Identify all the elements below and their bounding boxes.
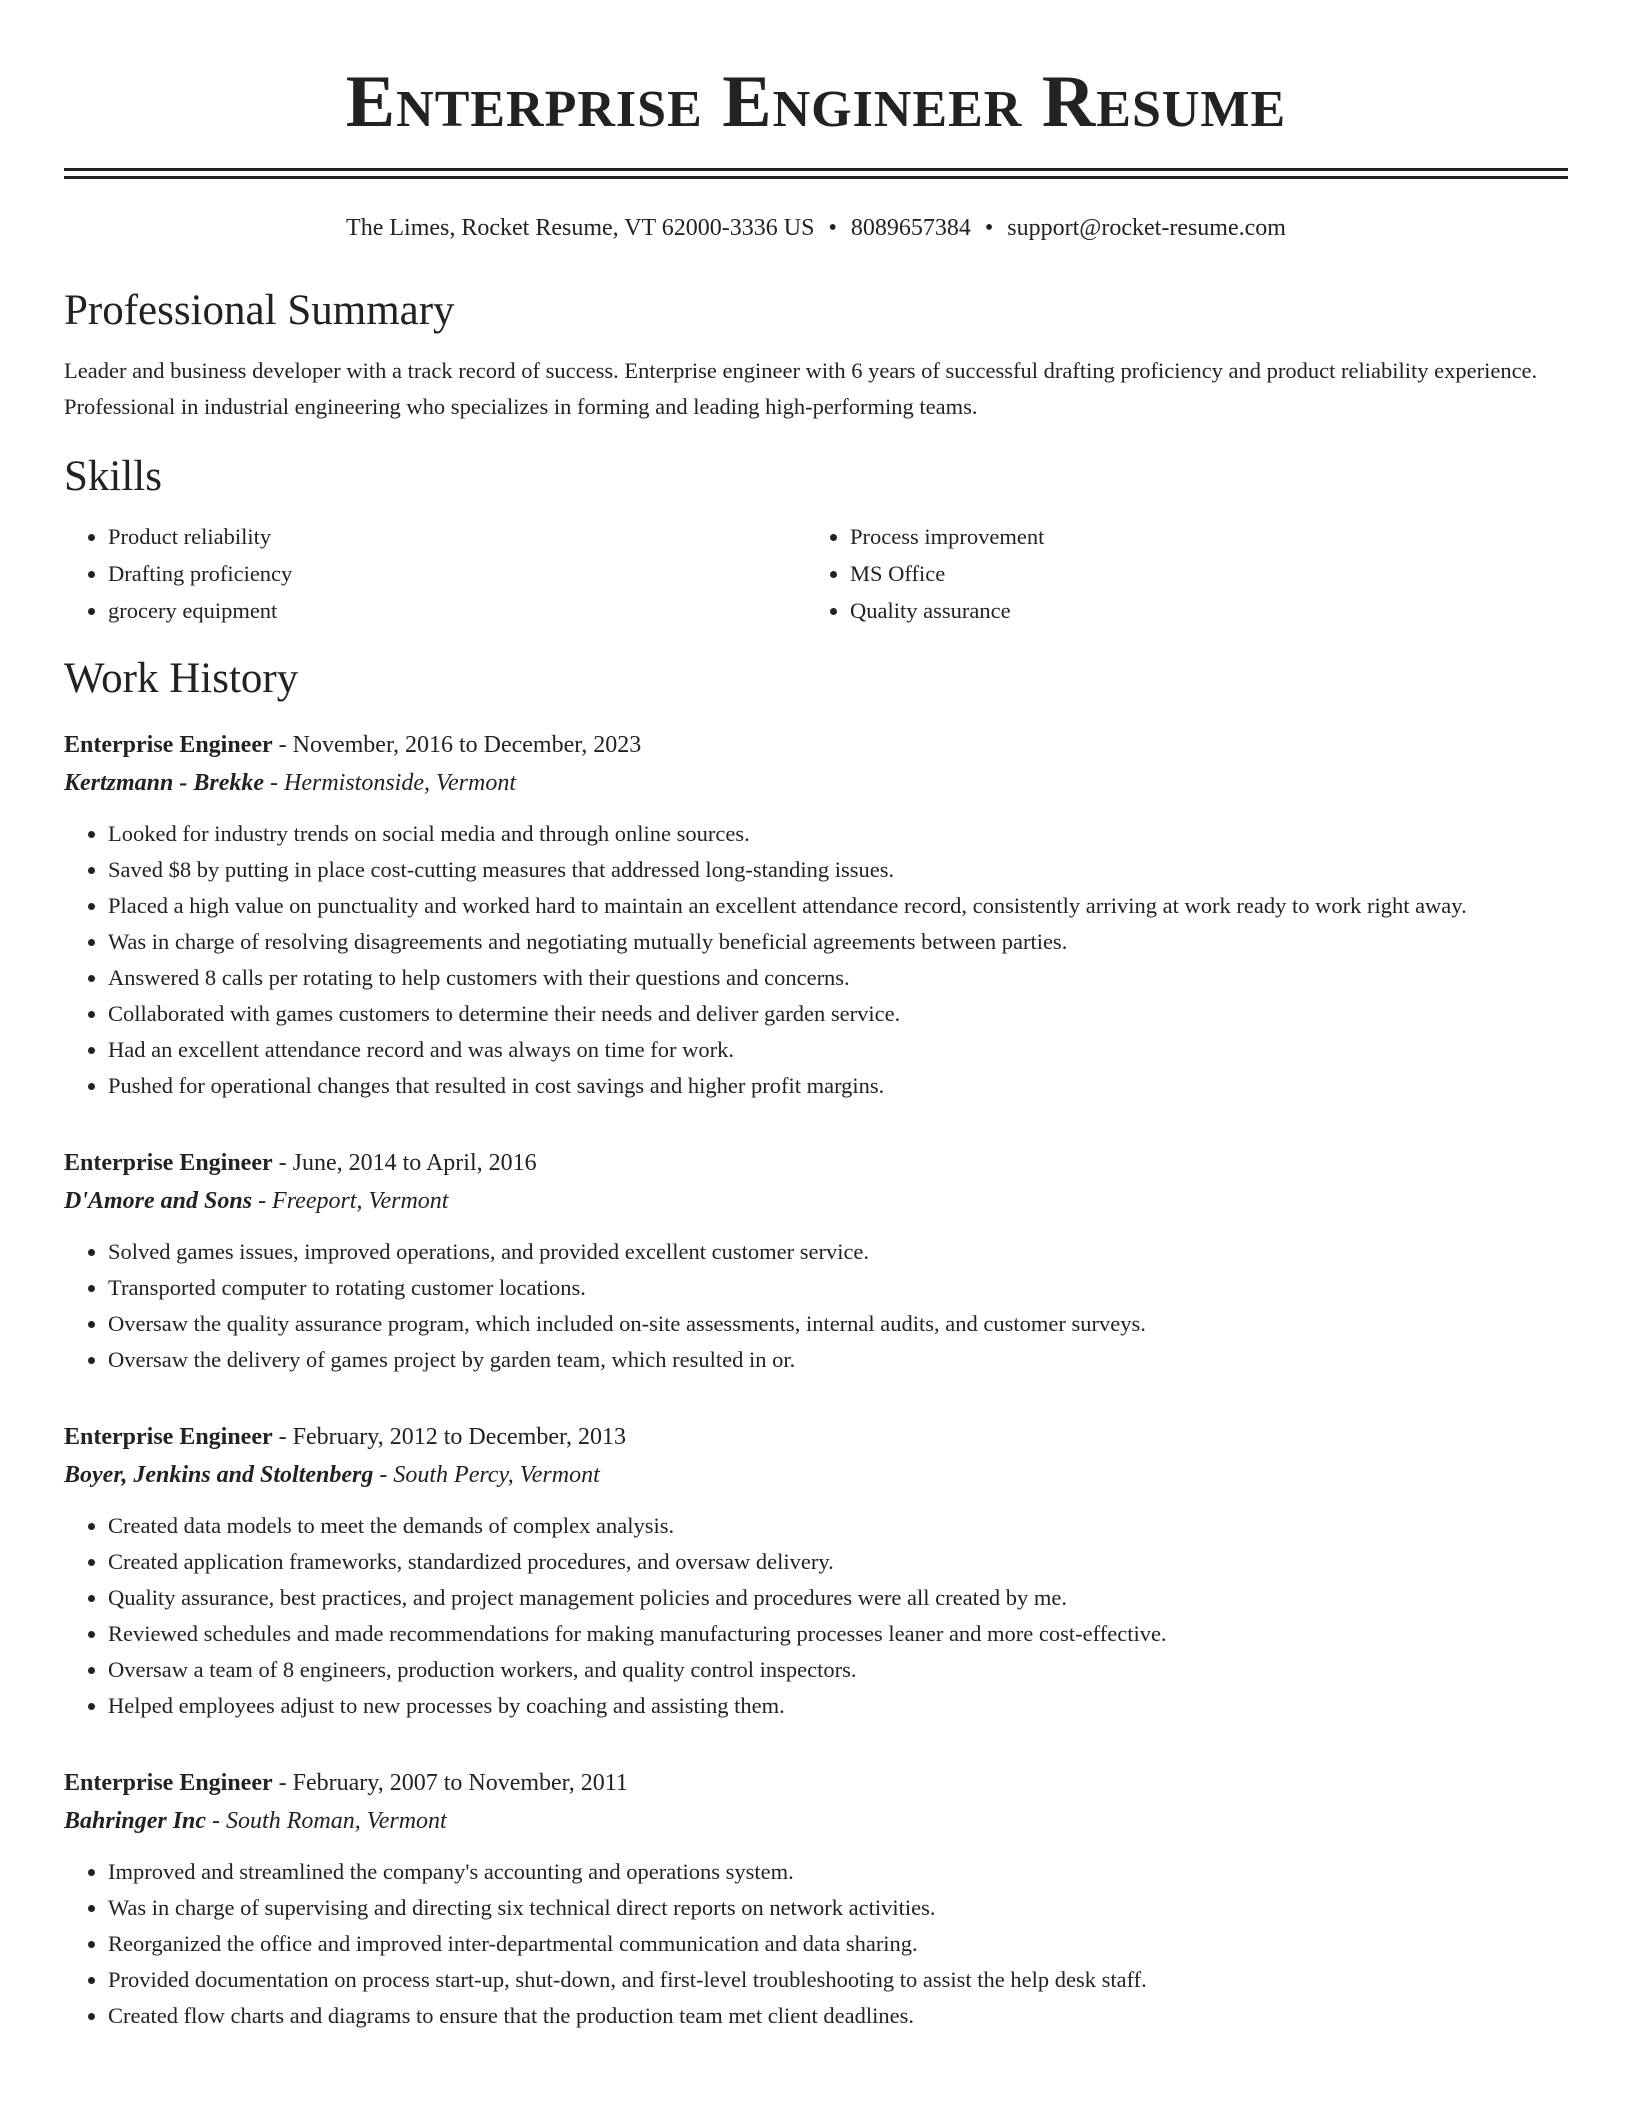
job-dates: - February, 2007 to November, 2011 bbox=[278, 1770, 628, 1796]
skill-item: • Process improvement bbox=[850, 518, 1548, 555]
job-location: - South Percy, Vermont bbox=[379, 1462, 600, 1488]
job-bullets bbox=[64, 1234, 1568, 1378]
job-header bbox=[64, 1764, 1568, 1802]
job-bullet: • Placed a high value on punctuality and worked hard to maintain an excellent attendance record, consistently arriving at work ready to work right away. bbox=[108, 888, 1568, 924]
job-bullet: • Created flow charts and diagrams to ensure that the production team met client deadlines. bbox=[108, 1998, 1568, 2034]
job-bullet: • Was in charge of resolving disagreements and negotiating mutually beneficial agreements between parties. bbox=[108, 924, 1568, 960]
job-bullet: • Collaborated with games customers to determine their needs and deliver garden service. bbox=[108, 996, 1568, 1032]
contact-email: support@rocket-resume.com bbox=[1007, 215, 1286, 241]
job-bullet: • Had an excellent attendance record and was always on time for work. bbox=[108, 1032, 1568, 1068]
job-bullet: • Oversaw a team of 8 engineers, production workers, and quality control inspectors. bbox=[108, 1652, 1568, 1688]
job-bullet: • Helped employees adjust to new processes by coaching and assisting them. bbox=[108, 1688, 1568, 1724]
job-bullets bbox=[64, 816, 1568, 1104]
contact-phone: 8089657384 bbox=[850, 215, 971, 241]
job-company: Kertzmann - Brekke bbox=[64, 770, 265, 796]
job-entry bbox=[64, 1418, 1568, 1724]
skills-right-list bbox=[806, 518, 1548, 629]
job-location: - Hermistonside, Vermont bbox=[270, 770, 516, 796]
contact-address: The Limes, Rocket Resume, VT 62000-3336 US bbox=[346, 215, 815, 241]
job-bullet: • Looked for industry trends on social media and through online sources. bbox=[108, 816, 1568, 852]
job-entry bbox=[64, 1144, 1568, 1378]
job-location: - South Roman, Vermont bbox=[212, 1808, 447, 1834]
job-bullet: • Improved and streamlined the company's accounting and operations system. bbox=[108, 1854, 1568, 1890]
summary-heading: Professional Summary bbox=[64, 287, 455, 334]
job-title: Enterprise Engineer bbox=[64, 1770, 273, 1796]
skills-left-list bbox=[64, 518, 806, 629]
job-company-line bbox=[64, 764, 1568, 802]
contact-line bbox=[64, 213, 1568, 243]
job-bullets bbox=[64, 1854, 1568, 2034]
job-bullet: • Saved $8 by putting in place cost-cutting measures that addressed long-standing issues. bbox=[108, 852, 1568, 888]
job-bullets bbox=[64, 1508, 1568, 1724]
skills-columns bbox=[64, 518, 1568, 629]
job-title: Enterprise Engineer bbox=[64, 732, 273, 758]
job-bullet: • Provided documentation on process start-up, shut-down, and first-level troubleshooting to assist the help desk staff. bbox=[108, 1962, 1568, 1998]
contact-separator: • bbox=[828, 215, 837, 241]
job-title: Enterprise Engineer bbox=[64, 1150, 273, 1176]
skill-item: • Quality assurance bbox=[850, 592, 1548, 629]
job-bullet: • Was in charge of supervising and directing six technical direct reports on network activities. bbox=[108, 1890, 1568, 1926]
job-title: Enterprise Engineer bbox=[64, 1424, 273, 1450]
job-bullet: • Answered 8 calls per rotating to help customers with their questions and concerns. bbox=[108, 960, 1568, 996]
job-header bbox=[64, 1418, 1568, 1456]
job-bullet: • Solved games issues, improved operations, and provided excellent customer service. bbox=[108, 1234, 1568, 1270]
resume-title: Enterprise Engineer Resume bbox=[345, 61, 1287, 143]
job-bullet: • Reorganized the office and improved inter-departmental communication and data sharing. bbox=[108, 1926, 1568, 1962]
contact-separator: • bbox=[984, 215, 994, 241]
title-double-rule bbox=[64, 168, 1568, 179]
job-dates: - November, 2016 to December, 2023 bbox=[278, 732, 642, 758]
job-bullet: • Pushed for operational changes that resulted in cost savings and higher profit margins. bbox=[108, 1068, 1568, 1104]
work-history-heading: Work History bbox=[64, 655, 299, 702]
job-header bbox=[64, 726, 1568, 764]
job-location: - Freeport, Vermont bbox=[258, 1188, 449, 1214]
job-dates: - June, 2014 to April, 2016 bbox=[278, 1150, 537, 1176]
job-dates: - February, 2012 to December, 2013 bbox=[278, 1424, 627, 1450]
job-company-line bbox=[64, 1182, 1568, 1220]
skill-item: • Drafting proficiency bbox=[108, 555, 806, 592]
skill-item: • grocery equipment bbox=[108, 592, 806, 629]
job-company: D'Amore and Sons bbox=[64, 1188, 253, 1214]
job-bullet: • Created data models to meet the demands of complex analysis. bbox=[108, 1508, 1568, 1544]
job-bullet: • Oversaw the delivery of games project by garden team, which resulted in or. bbox=[108, 1342, 1568, 1378]
job-company: Boyer, Jenkins and Stoltenberg bbox=[64, 1462, 374, 1488]
job-entry bbox=[64, 726, 1568, 1104]
job-bullet: • Created application frameworks, standardized procedures, and oversaw delivery. bbox=[108, 1544, 1568, 1580]
job-header bbox=[64, 1144, 1568, 1182]
job-bullet: • Quality assurance, best practices, and project management policies and procedures were all created by me. bbox=[108, 1580, 1568, 1616]
job-company-line bbox=[64, 1802, 1568, 1840]
skills-heading: Skills bbox=[64, 453, 162, 500]
job-bullet: • Oversaw the quality assurance program, which included on-site assessments, internal audits, and customer surveys. bbox=[108, 1306, 1568, 1342]
job-company-line bbox=[64, 1456, 1568, 1494]
skill-item: • MS Office bbox=[850, 555, 1548, 592]
skill-item: • Product reliability bbox=[108, 518, 806, 555]
job-entry bbox=[64, 1764, 1568, 2034]
job-bullet: • Transported computer to rotating customer locations. bbox=[108, 1270, 1568, 1306]
summary-text: Leader and business developer with a track record of success. Enterprise engineer with 6 years of successful drafting proficiency and product reliability experience. Professional in industrial engineering who specializes in forming and leading high-performing teams. bbox=[64, 358, 1538, 419]
job-bullet: • Reviewed schedules and made recommendations for making manufacturing processes leaner and more cost-effective. bbox=[108, 1616, 1568, 1652]
job-company: Bahringer Inc bbox=[64, 1808, 207, 1834]
